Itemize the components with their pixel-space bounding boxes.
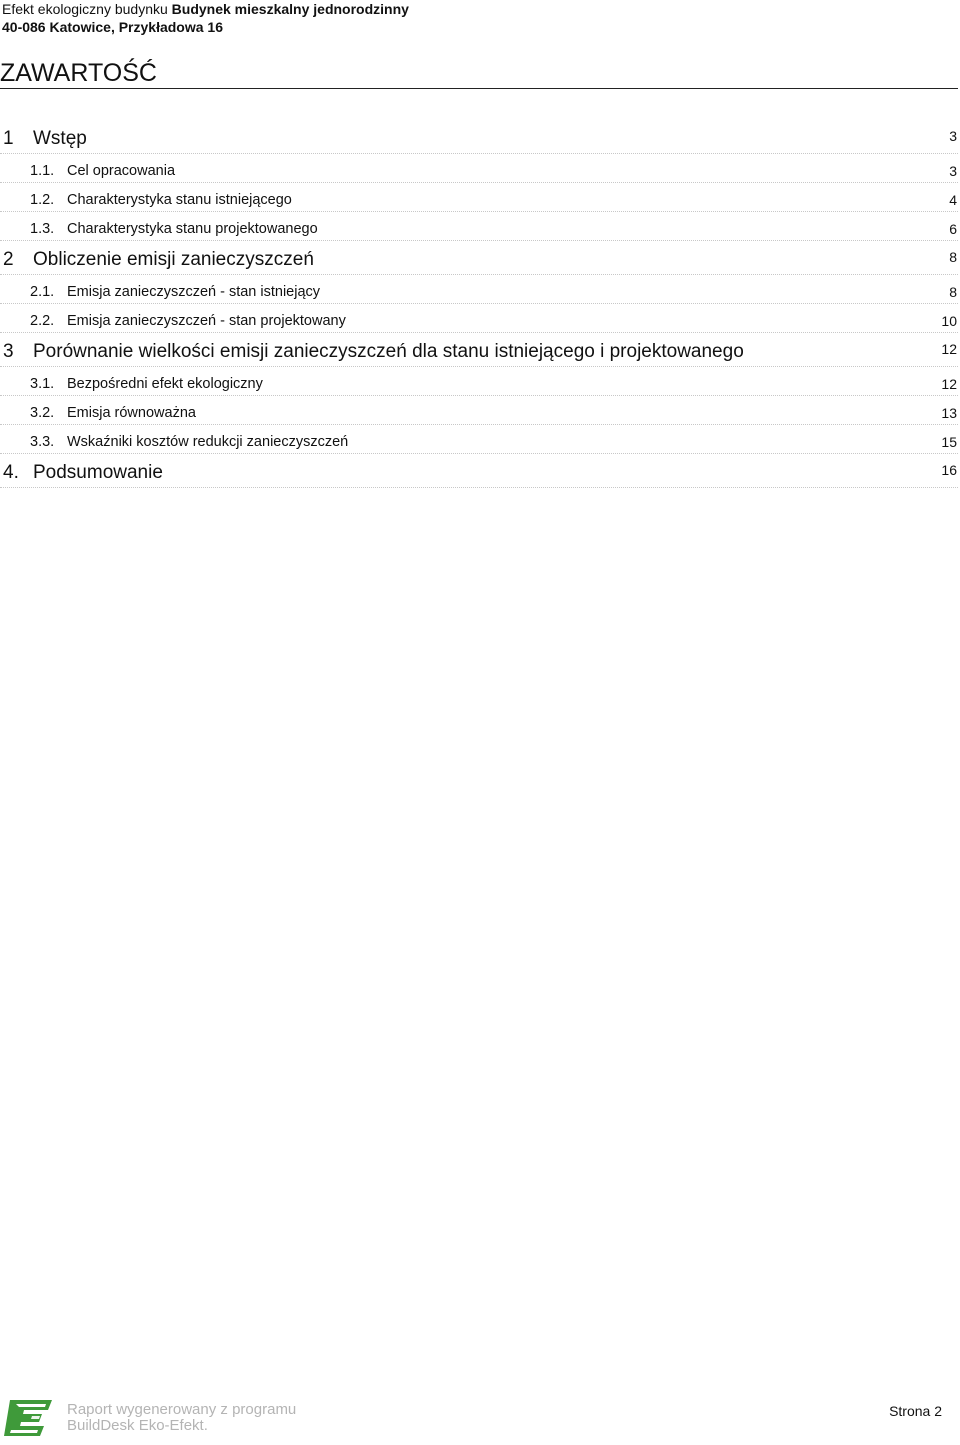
toc-chapter-row[interactable] bbox=[0, 333, 958, 367]
generated-line-1: Raport wygenerowany z programu bbox=[67, 1401, 297, 1418]
toc-entry-title: Emisja zanieczyszczeń - stan projektowany bbox=[67, 313, 346, 329]
toc-entry-title: Charakterystyka stanu projektowanego bbox=[67, 221, 318, 237]
toc-entry-number: 3.3. bbox=[30, 434, 55, 450]
header-building-name: Budynek mieszkalny jednorodzinny bbox=[171, 1, 409, 17]
toc-entry-page: 12 bbox=[941, 376, 957, 392]
toc-entry-title: Obliczenie emisji zanieczyszczeń bbox=[33, 249, 314, 270]
toc-entry-title: Porównanie wielkości emisji zanieczyszczeń dla stanu istniejącego i projektowanego bbox=[33, 341, 744, 362]
toc-entry-number: 3.1. bbox=[30, 376, 55, 392]
toc-chapter-row[interactable] bbox=[0, 241, 958, 275]
generated-line-2: BuildDesk Eko-Efekt. bbox=[67, 1417, 208, 1434]
toc-entry-page: 12 bbox=[941, 341, 957, 357]
toc-section-row[interactable] bbox=[0, 183, 958, 212]
header-address: 40-086 Katowice, Przykładowa 16 bbox=[2, 19, 223, 35]
toc-entry-number: 1 bbox=[3, 128, 14, 149]
header-line-1 bbox=[2, 0, 409, 18]
toc-entry-page: 6 bbox=[949, 221, 957, 237]
toc-chapter-row[interactable] bbox=[0, 454, 958, 488]
table-of-contents bbox=[0, 120, 958, 488]
toc-entry-page: 4 bbox=[949, 192, 957, 208]
toc-section-row[interactable] bbox=[0, 275, 958, 304]
toc-entry-number: 1.1. bbox=[30, 163, 55, 179]
toc-section-row[interactable] bbox=[0, 425, 958, 454]
toc-entry-title: Charakterystyka stanu istniejącego bbox=[67, 192, 292, 208]
toc-entry-number: 3.2. bbox=[30, 405, 55, 421]
toc-entry-title: Podsumowanie bbox=[33, 462, 163, 483]
toc-entry-number: 2 bbox=[3, 249, 14, 270]
toc-entry-page: 8 bbox=[949, 284, 957, 300]
toc-entry-number: 1.2. bbox=[30, 192, 55, 208]
page-footer bbox=[0, 1392, 960, 1445]
toc-section-row[interactable] bbox=[0, 154, 958, 183]
toc-entry-title: Bezpośredni efekt ekologiczny bbox=[67, 376, 263, 392]
toc-entry-number: 3 bbox=[3, 341, 14, 362]
header-prefix: Efekt ekologiczny budynku bbox=[2, 1, 168, 17]
toc-entry-title: Cel opracowania bbox=[67, 163, 176, 179]
toc-entry-page: 13 bbox=[941, 405, 957, 421]
toc-section-row[interactable] bbox=[0, 367, 958, 396]
toc-entry-page: 10 bbox=[941, 313, 957, 329]
toc-entry-title: Wskaźniki kosztów redukcji zanieczyszczeń bbox=[67, 434, 349, 450]
toc-entry-title: Emisja zanieczyszczeń - stan istniejący bbox=[67, 284, 321, 300]
eko-efekt-logo bbox=[2, 1396, 54, 1440]
toc-entry-page: 8 bbox=[949, 249, 957, 265]
toc-entry-number: 2.2. bbox=[30, 313, 55, 329]
toc-entry-title: Emisja równoważna bbox=[67, 405, 196, 421]
toc-entry-number: 2.1. bbox=[30, 284, 55, 300]
toc-entry-page: 15 bbox=[941, 434, 957, 450]
toc-chapter-row[interactable] bbox=[0, 120, 958, 154]
toc-entry-page: 16 bbox=[941, 462, 957, 478]
toc-entry-page: 3 bbox=[949, 128, 957, 144]
toc-entry-number: 4. bbox=[3, 462, 19, 483]
toc-section-row[interactable] bbox=[0, 304, 958, 333]
generated-by-note bbox=[67, 1402, 296, 1434]
toc-entry-number: 1.3. bbox=[30, 221, 55, 237]
document-header bbox=[2, 0, 409, 36]
toc-title: ZAWARTOŚĆ bbox=[0, 58, 958, 89]
toc-entry-page: 3 bbox=[949, 163, 957, 179]
toc-entry-title: Wstęp bbox=[33, 128, 87, 149]
page-number: Strona 2 bbox=[889, 1403, 942, 1419]
toc-section-row[interactable] bbox=[0, 396, 958, 425]
toc-section-row[interactable] bbox=[0, 212, 958, 241]
